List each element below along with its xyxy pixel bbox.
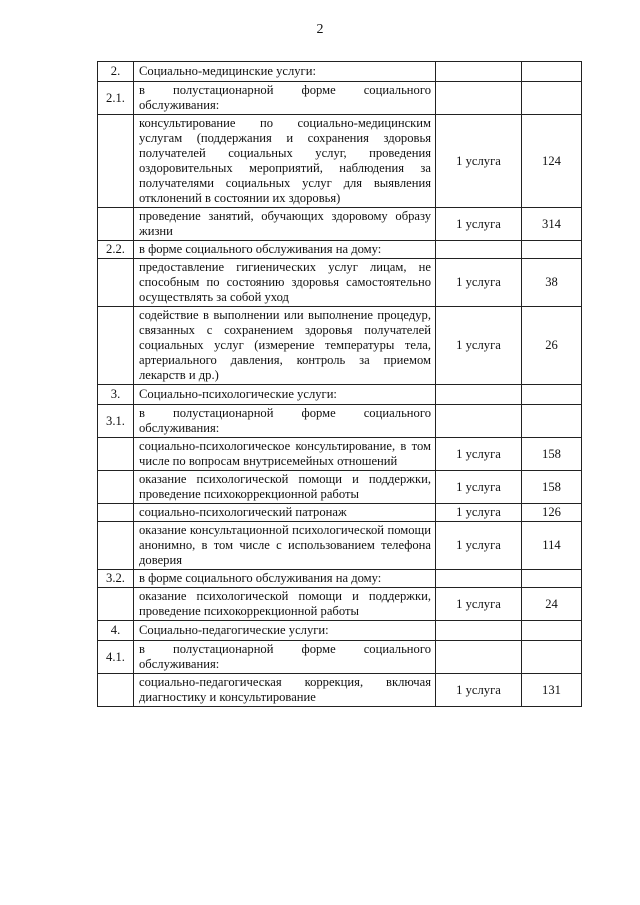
row-value: 314 xyxy=(522,208,582,241)
row-value xyxy=(522,82,582,115)
row-unit xyxy=(436,570,522,588)
table-row xyxy=(98,438,582,471)
page-number: 2 xyxy=(316,22,324,37)
row-number xyxy=(98,471,134,504)
table-row xyxy=(98,82,582,115)
row-number: 4. xyxy=(98,621,134,641)
row-value xyxy=(522,641,582,674)
row-description: Социально-педагогические услуги: xyxy=(134,621,436,641)
row-value xyxy=(522,621,582,641)
row-number: 2. xyxy=(98,62,134,82)
row-unit: 1 услуга xyxy=(436,504,522,522)
table-row xyxy=(98,259,582,307)
row-value xyxy=(522,570,582,588)
row-unit: 1 услуга xyxy=(436,208,522,241)
row-value: 126 xyxy=(522,504,582,522)
row-unit: 1 услуга xyxy=(436,471,522,504)
row-description: Социально-психологические услуги: xyxy=(134,385,436,405)
table-row xyxy=(98,522,582,570)
row-value: 26 xyxy=(522,307,582,385)
row-unit: 1 услуга xyxy=(436,115,522,208)
row-description: содействие в выполнении или выполнение процедур, связанных с сохранением здоровья получателей социальных услуг (измерение температуры тела, артериального давления, контроль за приемом лекарств и др.) xyxy=(134,307,436,385)
row-description: социально-психологическое консультирование, в том числе по вопросам внутрисемейных отношений xyxy=(134,438,436,471)
row-value: 158 xyxy=(522,438,582,471)
row-unit xyxy=(436,641,522,674)
table-row xyxy=(98,405,582,438)
row-description: предоставление гигиенических услуг лицам, не способным по состоянию здоровья самостоятельно осуществлять за собой уход xyxy=(134,259,436,307)
table-row xyxy=(98,674,582,707)
row-unit xyxy=(436,62,522,82)
row-description: в полустационарной форме социального обслуживания: xyxy=(134,405,436,438)
row-description: оказание психологической помощи и поддержки, проведение психокоррекционной работы xyxy=(134,471,436,504)
row-description: консультирование по социально-медицинским услугам (поддержания и сохранения здоровья получателей социальных услуг, проведения оздоровительных мероприятий, наблюдения за получателями социальных услуг для выявления отклонений в состоянии их здоровья) xyxy=(134,115,436,208)
table-row xyxy=(98,570,582,588)
services-table-body xyxy=(98,62,582,707)
row-number: 3.1. xyxy=(98,405,134,438)
row-unit xyxy=(436,405,522,438)
table-row xyxy=(98,62,582,82)
row-number xyxy=(98,504,134,522)
row-unit: 1 услуга xyxy=(436,307,522,385)
row-value xyxy=(522,385,582,405)
row-unit: 1 услуга xyxy=(436,674,522,707)
table-row xyxy=(98,241,582,259)
row-number: 2.2. xyxy=(98,241,134,259)
row-unit xyxy=(436,621,522,641)
row-description: социально-психологический патронаж xyxy=(134,504,436,522)
row-number xyxy=(98,259,134,307)
row-number: 3.2. xyxy=(98,570,134,588)
row-description: в форме социального обслуживания на дому: xyxy=(134,241,436,259)
table-row xyxy=(98,641,582,674)
row-description: Социально-медицинские услуги: xyxy=(134,62,436,82)
row-unit: 1 услуга xyxy=(436,588,522,621)
table-row xyxy=(98,385,582,405)
table-row xyxy=(98,208,582,241)
row-value: 131 xyxy=(522,674,582,707)
row-value: 124 xyxy=(522,115,582,208)
row-description: социально-педагогическая коррекция, включая диагностику и консультирование xyxy=(134,674,436,707)
row-number xyxy=(98,115,134,208)
row-description: оказание психологической помощи и поддержки, проведение психокоррекционной работы xyxy=(134,588,436,621)
row-description: оказание консультационной психологической помощи анонимно, в том числе с использованием телефона доверия xyxy=(134,522,436,570)
row-value xyxy=(522,241,582,259)
row-number: 3. xyxy=(98,385,134,405)
table-row xyxy=(98,115,582,208)
row-unit: 1 услуга xyxy=(436,522,522,570)
row-unit xyxy=(436,82,522,115)
table-row xyxy=(98,504,582,522)
row-description: в полустационарной форме социального обслуживания: xyxy=(134,82,436,115)
row-unit: 1 услуга xyxy=(436,438,522,471)
row-value: 38 xyxy=(522,259,582,307)
row-number: 4.1. xyxy=(98,641,134,674)
row-number xyxy=(98,307,134,385)
row-description: в полустационарной форме социального обслуживания: xyxy=(134,641,436,674)
row-unit: 1 услуга xyxy=(436,259,522,307)
table-row xyxy=(98,588,582,621)
row-unit xyxy=(436,241,522,259)
row-value xyxy=(522,62,582,82)
row-value: 24 xyxy=(522,588,582,621)
row-unit xyxy=(436,385,522,405)
row-value: 114 xyxy=(522,522,582,570)
row-value: 158 xyxy=(522,471,582,504)
table-row xyxy=(98,471,582,504)
row-value xyxy=(522,405,582,438)
row-number: 2.1. xyxy=(98,82,134,115)
services-table xyxy=(97,61,582,707)
row-number xyxy=(98,588,134,621)
row-number xyxy=(98,208,134,241)
row-number xyxy=(98,674,134,707)
table-row xyxy=(98,307,582,385)
row-number xyxy=(98,438,134,471)
row-description: проведение занятий, обучающих здоровому образу жизни xyxy=(134,208,436,241)
row-number xyxy=(98,522,134,570)
table-row xyxy=(98,621,582,641)
row-description: в форме социального обслуживания на дому: xyxy=(134,570,436,588)
